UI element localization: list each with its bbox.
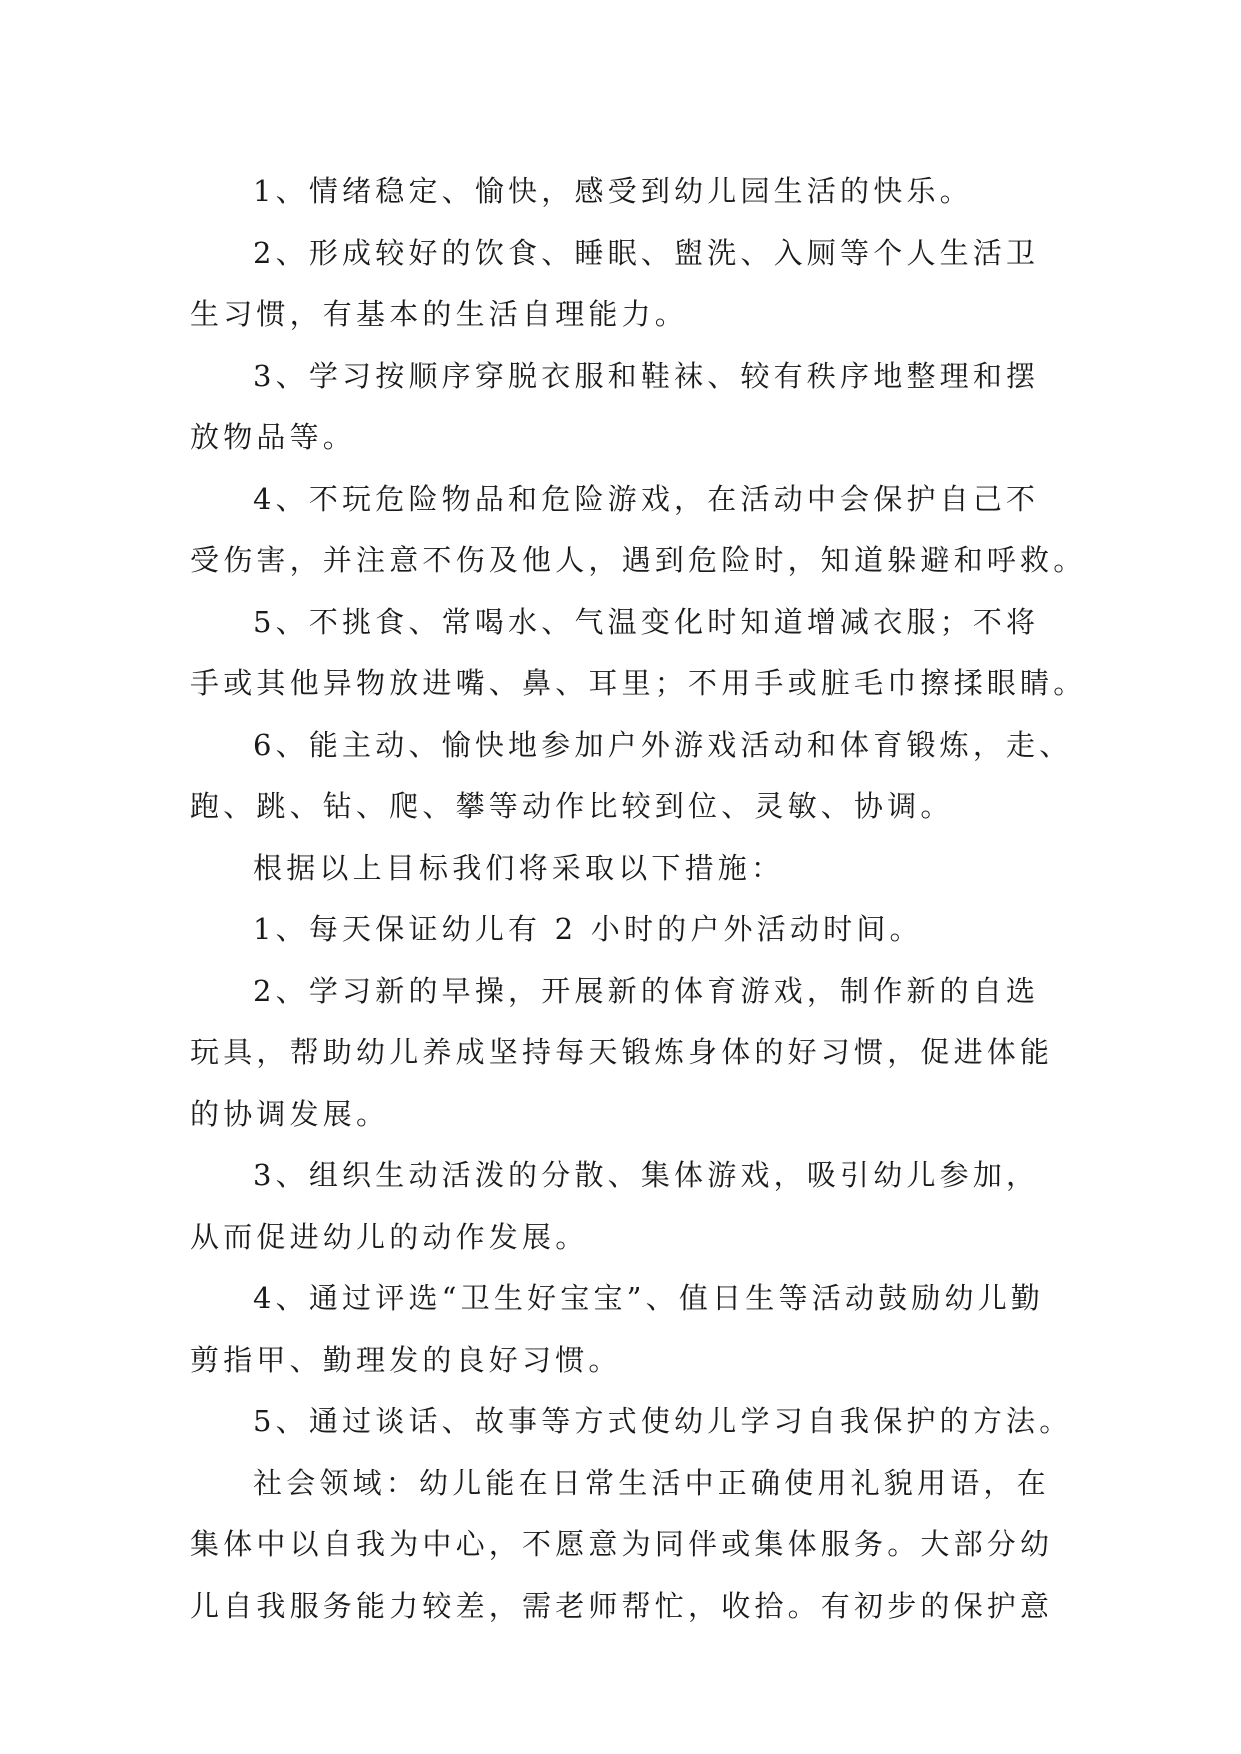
text-line: 生习惯，有基本的生活自理能力。 [190,297,689,331]
text-line: 5、通过谈话、故事等方式使幼儿学习自我保护的方法。 [253,1404,1073,1438]
text-line: 4、通过评选“卫生好宝宝”、值日生等活动鼓励幼儿勤 [253,1281,1045,1315]
text-line: 6、能主动、愉快地参加户外游戏活动和体育锻炼，走、 [253,727,1073,762]
text-line: 5、不挑食、常喝水、气温变化时知道增减衣服；不将 [253,604,1040,639]
text-line: 跑、跳、钻、爬、攀等动作比较到位、灵敏、协调。 [190,789,954,823]
document-body [190,161,1087,1637]
text-line: 放物品等。 [190,420,357,454]
text-line: 1、情绪稳定、愉快，感受到幼儿园生活的快乐。 [253,174,973,208]
text-line: 1、每天保证幼儿有 2 小时的户外活动时间。 [253,912,923,946]
text-line: 集体中以自我为中心，不愿意为同伴或集体服务。大部分幼 [190,1527,1054,1561]
text-line: 剪指甲、勤理发的良好习惯。 [190,1342,622,1377]
text-line: 2、形成较好的饮食、睡眠、盥洗、入厕等个人生活卫 [253,235,1040,270]
text-line: 玩具，帮助幼儿养成坚持每天锻炼身体的好习惯，促进体能 [190,1035,1054,1069]
text-line: 4、不玩危险物品和危险游戏，在活动中会保护自己不 [253,481,1040,516]
text-line: 3、组织生动活泼的分散、集体游戏，吸引幼儿参加， [253,1158,1040,1192]
text-line: 从而促进幼儿的动作发展。 [190,1219,589,1254]
text-line: 手或其他异物放进嘴、鼻、耳里；不用手或脏毛巾擦揉眼睛。 [190,666,1087,700]
text-line: 社会领域：幼儿能在日常生活中正确使用礼貌用语，在 [253,1465,1050,1500]
text-line: 2、学习新的早操，开展新的体育游戏，制作新的自选 [253,973,1040,1008]
text-line: 受伤害，并注意不伤及他人，遇到危险时，知道躲避和呼救。 [190,543,1087,577]
text-line: 根据以上目标我们将采取以下措施： [253,850,785,885]
text-line: 3、学习按顺序穿脱衣服和鞋袜、较有秩序地整理和摆 [253,358,1040,393]
text-line: 儿自我服务能力较差，需老师帮忙，收拾。有初步的保护意 [190,1588,1054,1623]
text-line: 的协调发展。 [190,1096,390,1131]
